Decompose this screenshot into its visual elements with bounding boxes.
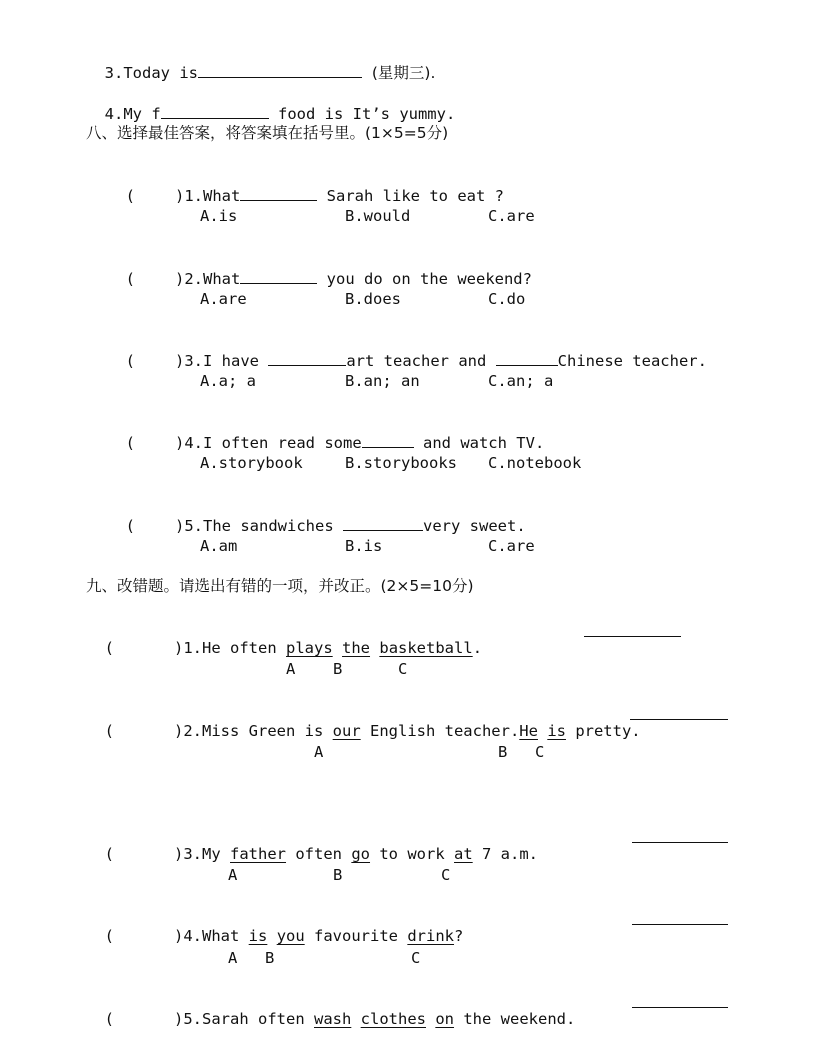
letter-a: A [228, 949, 238, 967]
answer-blank[interactable] [343, 515, 423, 531]
letter-b: B [265, 949, 275, 967]
option-b-underlined: you [276, 927, 305, 945]
option-a: A.am [200, 537, 238, 555]
answer-blank[interactable] [240, 185, 317, 201]
answer-blank[interactable] [240, 268, 317, 284]
correction-blank[interactable] [632, 1006, 728, 1008]
choice-question-4: ( )4.I often read some and watch TV. [125, 434, 545, 452]
correction-blank[interactable] [632, 841, 728, 843]
option-c: C.are [488, 537, 535, 555]
option-c-underlined: on [435, 1010, 455, 1028]
option-c: C.an; a [488, 372, 554, 390]
letter-c: C [441, 866, 451, 884]
option-b: B.an; an [345, 372, 420, 390]
answer-blank[interactable] [198, 62, 362, 78]
option-c-underlined: is [547, 722, 566, 740]
error-question-5: ( )5.Sarah often wash clothes on the weekend. [104, 1010, 576, 1028]
option-a-underlined: wash [314, 1010, 352, 1028]
answer-blank[interactable] [362, 432, 414, 448]
option-a: A.is [200, 207, 238, 225]
choice-question-1: ( )1.What Sarah like to eat ? [125, 187, 504, 205]
option-b: B.would [345, 207, 411, 225]
option-b-underlined: go [351, 845, 371, 863]
option-a: A.a; a [200, 372, 256, 390]
section-9-title: 九、改错题。请选出有错的一项，并改正。(2×5=10分) [86, 577, 474, 595]
letter-a: A [228, 866, 238, 884]
answer-blank[interactable] [268, 350, 346, 366]
letter-a: A [286, 660, 296, 678]
choice-question-5: ( )5.The sandwiches very sweet. [125, 517, 526, 535]
option-b-underlined: the [342, 639, 371, 657]
option-b-underlined: He [519, 722, 538, 740]
option-a: A.storybook [200, 454, 303, 472]
option-c: C.are [488, 207, 535, 225]
fill-item-4: 4.My f food is It’s yummy. [104, 105, 456, 123]
correction-blank[interactable] [632, 923, 728, 925]
letter-c: C [411, 949, 421, 967]
correction-blank[interactable] [584, 635, 681, 637]
answer-blank[interactable] [496, 350, 558, 366]
answer-blank[interactable] [161, 103, 269, 119]
letter-c: C [535, 743, 545, 761]
option-a: A.are [200, 290, 247, 308]
option-b: B.is [345, 537, 383, 555]
option-b: B.does [345, 290, 401, 308]
section-8-title: 八、选择最佳答案，将答案填在括号里。(1×5=5分) [86, 124, 449, 142]
option-c: C.do [488, 290, 526, 308]
fill-item-3: 3.Today is (星期三). [104, 64, 436, 82]
letter-b: B [498, 743, 508, 761]
option-c-underlined: drink [407, 927, 455, 945]
option-c-underlined: basketball [379, 639, 473, 657]
option-a-underlined: is [248, 927, 268, 945]
letter-b: B [333, 866, 343, 884]
option-c-underlined: at [454, 845, 473, 863]
letter-a: A [314, 743, 324, 761]
correction-blank[interactable] [630, 718, 728, 720]
letter-b: B [333, 660, 343, 678]
option-b: B.storybooks [345, 454, 457, 472]
error-question-3: ( )3.My father often go to work at 7 a.m. [104, 845, 539, 863]
letter-c: C [398, 660, 408, 678]
option-b-underlined: clothes [360, 1010, 426, 1028]
error-question-4: ( )4.What is you favourite drink? [104, 927, 464, 945]
choice-question-3: ( )3.I have art teacher and Chinese teacher. [125, 352, 707, 370]
error-question-2: ( )2.Miss Green is our English teacher.He is pretty. [104, 722, 641, 740]
error-question-1: ( )1.He often plays the basketball. [104, 639, 483, 657]
choice-question-2: ( )2.What you do on the weekend? [125, 270, 532, 288]
option-a-underlined: plays [286, 639, 333, 657]
option-c: C.notebook [488, 454, 582, 472]
option-a-underlined: father [230, 845, 287, 863]
option-a-underlined: our [332, 722, 361, 740]
